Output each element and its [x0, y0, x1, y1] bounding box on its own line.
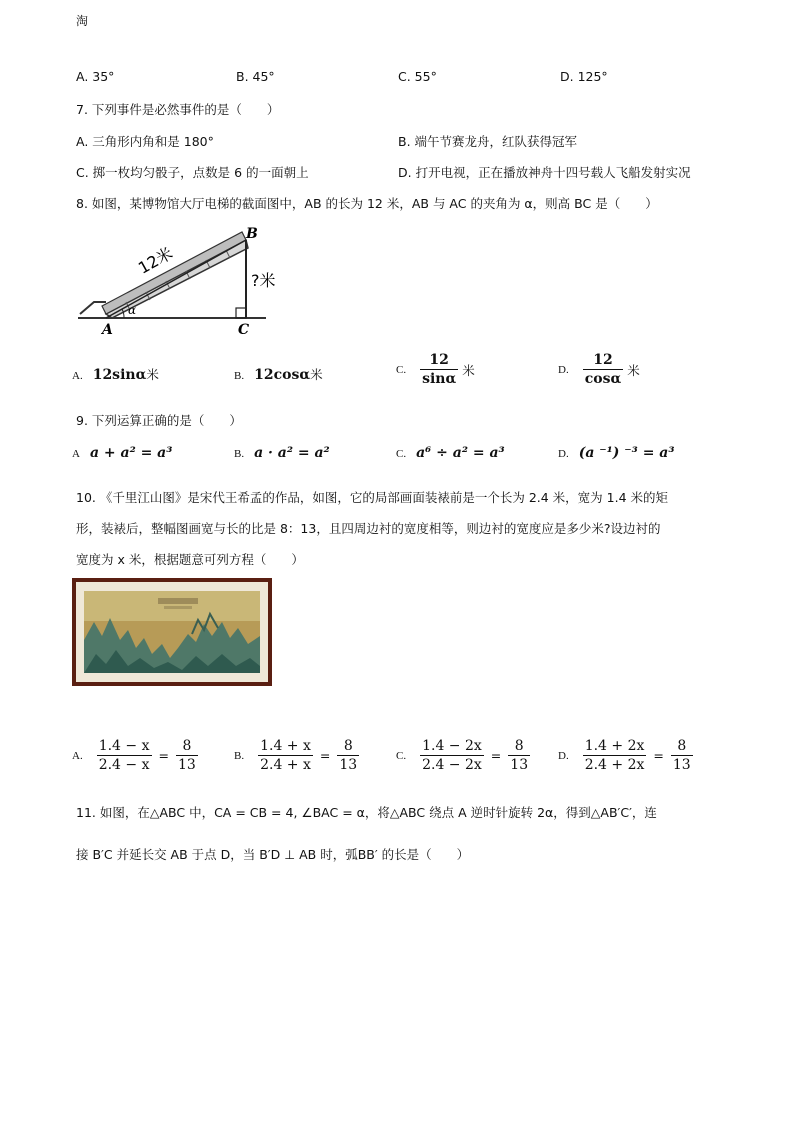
figure-label-alpha: α [128, 303, 137, 317]
q6-option-c: C. 55° [398, 69, 437, 84]
figure-label-b: B [246, 226, 258, 242]
q9-option-b: B. a · a² = a² [234, 445, 330, 461]
q9-stem: 9. 下列运算正确的是（ ） [76, 413, 242, 428]
q10-option-c: C. $\frac{1.4 - 2x}{2.4 - 2x}$ = $\frac{8}{13}$ [396, 738, 529, 773]
q7-option-b: B. 端午节赛龙舟，红队获得冠军 [398, 134, 578, 149]
q10-stem-line-1: 10. 《千里江山图》是宋代王希孟的作品，如图，它的局部画面装裱前是一个长为 2.4 米，宽为 1.4 米的矩 [76, 490, 669, 505]
q6-option-b: B. 45° [236, 69, 275, 84]
q10-option-a: A. $\frac{1.4 - x}{2.4 - x}$ = $\frac{8}{13}$ [72, 738, 196, 773]
q8-option-a: A. 12sinα米 [72, 367, 159, 383]
q9-option-a: A a + a² = a³ [72, 445, 173, 461]
q8-stem: 8. 如图，某博物馆大厅电梯的截面图中，AB 的长为 12 米，AB 与 AC 的夹角为 α，则高 BC 是（ ） [76, 196, 658, 211]
q10-stem-line-2: 形，装裱后，整幅图画宽与长的比是 8：13，且四周边衬的宽度相等，则边衬的宽度应是多少米?设边衬的 [76, 521, 661, 536]
q7-option-c: C. 掷一枚均匀骰子，点数是 6 的一面朝上 [76, 165, 309, 180]
q9-option-d: D. (a ⁻¹) ⁻³ = a³ [558, 445, 675, 461]
q7-option-d: D. 打开电视，正在播放神舟十四号载人飞船发射实况 [398, 165, 691, 180]
q9-option-c: C. a⁶ ÷ a² = a³ [396, 445, 505, 461]
q10-stem-line-3: 宽度为 x 米，根据题意可列方程（ ） [76, 552, 304, 567]
q10-option-d: D. $\frac{1.4 + 2x}{2.4 + 2x}$ = $\frac{8}{13}$ [558, 738, 691, 773]
figure-label-12m: 12米 [134, 243, 176, 278]
q8-option-d: D. $\frac{12}{\cos\alpha}$ 米 [558, 352, 640, 387]
q6-option-d: D. 125° [560, 69, 608, 84]
header-mark: 淘 [76, 14, 89, 28]
q11-stem-line-2: 接 B′C 并延长交 AB 于点 D，当 B′D ⊥ AB 时，弧BB′ 的长是（ ） [76, 847, 470, 862]
figure-label-height: ?米 [251, 271, 276, 290]
q8-option-c: C. $\frac{12}{\sin\alpha}$ 米 [396, 352, 475, 387]
q8-option-b: B. 12cosα米 [234, 367, 323, 383]
escalator-figure [76, 222, 276, 338]
figure-label-c: C [238, 322, 250, 338]
q10-option-b: B. $\frac{1.4 + x}{2.4 + x}$ = $\frac{8}{13}$ [234, 738, 358, 773]
q7-stem: 7. 下列事件是必然事件的是（ ） [76, 102, 280, 117]
q11-stem-line-1: 11. 如图，在△ABC 中，CA = CB = 4, ∠BAC = α，将△ABC 绕点 A 逆时针旋转 2α，得到△AB′C′，连 [76, 805, 657, 820]
figure-label-a: A [102, 322, 113, 338]
q7-option-a: A. 三角形内角和是 180° [76, 134, 214, 149]
q6-option-a: A. 35° [76, 69, 115, 84]
landscape-painting-figure [72, 578, 272, 686]
